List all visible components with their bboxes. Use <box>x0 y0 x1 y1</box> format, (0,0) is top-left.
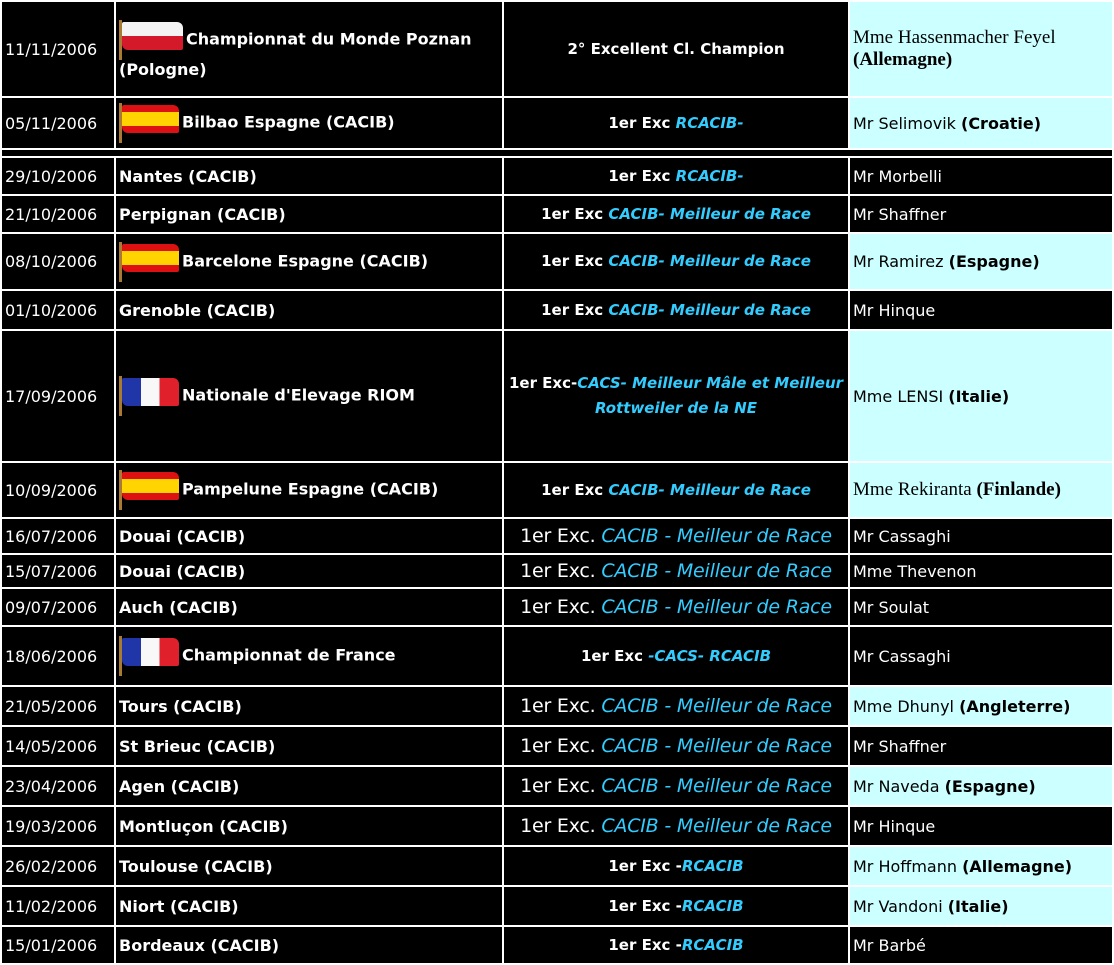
show-name: Grenoble (CACIB) <box>119 300 276 320</box>
table-row <box>1 846 1113 886</box>
show-name: Nationale d'Elevage RIOM <box>182 385 415 405</box>
result-cell <box>503 806 849 846</box>
show-cell <box>115 290 503 330</box>
show-cell <box>115 554 503 588</box>
show-date: 29/10/2006 <box>5 166 98 186</box>
show-name: Agen (CACIB) <box>119 776 240 796</box>
show-cell <box>115 926 503 964</box>
judge-cell <box>849 462 1113 518</box>
result-award: RCACIB <box>681 856 744 875</box>
show-date: 10/09/2006 <box>5 480 98 500</box>
table-row <box>1 554 1113 588</box>
result-rank: 1er Exc. <box>520 774 602 797</box>
judge-name: Mme Hassenmacher Feyel <box>853 27 1056 48</box>
judge-cell <box>849 330 1113 462</box>
judge-name: Mr Vandoni <box>853 896 948 916</box>
show-name: Auch (CACIB) <box>119 597 238 617</box>
judge-name: Mr Ramirez <box>853 252 949 271</box>
show-date: 05/11/2006 <box>5 113 98 133</box>
date-cell <box>1 195 115 233</box>
result-award: CACIB - Meilleur de Race <box>601 774 832 797</box>
show-date: 14/05/2006 <box>5 736 98 756</box>
date-cell <box>1 766 115 806</box>
show-cell <box>115 766 503 806</box>
show-name: Niort (CACIB) <box>119 896 239 916</box>
result-rank: 1er Exc <box>541 480 609 499</box>
judge-cell <box>849 518 1113 554</box>
date-cell <box>1 846 115 886</box>
judge-cell <box>849 766 1113 806</box>
france-flag-icon <box>119 376 179 416</box>
result-cell <box>503 157 849 195</box>
france-flag-icon <box>119 636 179 676</box>
result-cell <box>503 626 849 686</box>
result-award: -CACS- RCACIB <box>648 646 772 665</box>
judge-country: (Espagne) <box>944 776 1036 796</box>
spain-flag-icon <box>119 470 179 510</box>
table-row <box>1 726 1113 766</box>
result-cell <box>503 886 849 926</box>
result-rank: 1er Exc. <box>520 814 602 837</box>
result-rank: 1er Exc <box>541 252 609 270</box>
result-cell <box>503 195 849 233</box>
table-row <box>1 518 1113 554</box>
result-rank: 1er Exc - <box>608 896 682 915</box>
show-date: 23/04/2006 <box>5 776 98 796</box>
judge-name: Mr Shaffner <box>853 736 947 756</box>
result-cell <box>503 926 849 964</box>
show-date: 09/07/2006 <box>5 597 98 617</box>
show-cell <box>115 518 503 554</box>
judge-cell <box>849 157 1113 195</box>
date-cell <box>1 330 115 462</box>
date-cell <box>1 626 115 686</box>
result-award: CACIB - Meilleur de Race <box>601 694 832 717</box>
result-award: CACIB - Meilleur de Race <box>601 559 832 582</box>
date-cell <box>1 886 115 926</box>
result-award: RCACIB <box>681 896 744 915</box>
result-award: CACIB- Meilleur de Race <box>608 204 811 223</box>
show-cell <box>115 1 503 97</box>
judge-cell <box>849 97 1113 149</box>
judge-cell <box>849 726 1113 766</box>
judge-name: Mr Hinque <box>853 816 936 836</box>
date-cell <box>1 726 115 766</box>
date-cell <box>1 1 115 97</box>
result-cell <box>503 686 849 726</box>
judge-cell <box>849 195 1113 233</box>
result-rank: 1er Exc. <box>520 595 602 618</box>
judge-name: Mr Hinque <box>853 300 936 320</box>
result-cell <box>503 1 849 97</box>
table-row <box>1 97 1113 149</box>
show-date: 01/10/2006 <box>5 300 98 320</box>
result-rank: 1er Exc <box>608 113 676 132</box>
table-row <box>1 886 1113 926</box>
table-row <box>1 462 1113 518</box>
date-cell <box>1 926 115 964</box>
judge-name: Mr Cassaghi <box>853 646 951 666</box>
result-rank: 1er Exc <box>541 204 609 223</box>
judge-country: (Allemagne) <box>853 49 953 70</box>
show-name: Douai (CACIB) <box>119 526 246 546</box>
judge-cell <box>849 886 1113 926</box>
result-award: CACS- Meilleur Mâle et Meilleur Rottweiler de la NE <box>577 374 844 417</box>
judge-country: (Croatie) <box>961 113 1042 133</box>
table-row <box>1 195 1113 233</box>
judge-country: (Italie) <box>947 896 1009 916</box>
judge-country: (Espagne) <box>948 252 1040 271</box>
judge-name: Mr Morbelli <box>853 166 942 186</box>
result-rank: 1er Exc <box>541 300 609 319</box>
result-cell <box>503 330 849 462</box>
show-date: 21/05/2006 <box>5 696 98 716</box>
result-award: CACIB - Meilleur de Race <box>601 595 832 618</box>
result-cell <box>503 290 849 330</box>
result-award: RCACIB <box>681 935 744 954</box>
judge-cell <box>849 588 1113 626</box>
show-name: Championnat de France <box>182 645 396 665</box>
judge-name: Mr Hoffmann <box>853 856 963 876</box>
date-cell <box>1 97 115 149</box>
judge-cell <box>849 290 1113 330</box>
judge-name: Mr Shaffner <box>853 204 947 224</box>
show-name: Douai (CACIB) <box>119 561 246 581</box>
show-name: Bordeaux (CACIB) <box>119 935 280 955</box>
result-rank: 1er Exc <box>580 646 649 665</box>
date-cell <box>1 554 115 588</box>
show-date: 19/03/2006 <box>5 816 98 836</box>
judge-country: (Allemagne) <box>962 856 1073 876</box>
result-award: CACIB- Meilleur de Race <box>608 300 811 319</box>
date-cell <box>1 157 115 195</box>
result-rank: 1er Exc. <box>520 559 602 582</box>
judge-country: (Angleterre) <box>959 696 1071 716</box>
show-date: 08/10/2006 <box>5 252 98 271</box>
show-cell <box>115 330 503 462</box>
judge-name: Mme Rekiranta <box>853 479 977 500</box>
show-date: 16/07/2006 <box>5 526 98 546</box>
show-name: Tours (CACIB) <box>119 696 242 716</box>
table-row <box>1 686 1113 726</box>
result-award: RCACIB- <box>675 113 744 132</box>
show-name: Pampelune Espagne (CACIB) <box>182 479 439 499</box>
result-award: CACIB - Meilleur de Race <box>601 524 832 547</box>
judge-name: Mme Thevenon <box>853 561 977 581</box>
show-name: Nantes (CACIB) <box>119 166 257 186</box>
show-date: 11/02/2006 <box>5 896 98 916</box>
result-cell <box>503 726 849 766</box>
judge-cell <box>849 1 1113 97</box>
judge-name: Mr Cassaghi <box>853 526 951 546</box>
judge-country: (Italie) <box>948 386 1010 406</box>
judge-cell <box>849 846 1113 886</box>
table-row <box>1 157 1113 195</box>
result-rank: 1er Exc - <box>608 935 682 954</box>
date-cell <box>1 233 115 290</box>
result-award: CACIB - Meilleur de Race <box>601 814 832 837</box>
table-row <box>1 806 1113 846</box>
show-name: Montluçon (CACIB) <box>119 816 288 836</box>
date-cell <box>1 462 115 518</box>
show-date: 15/01/2006 <box>5 935 98 955</box>
date-cell <box>1 686 115 726</box>
show-date: 11/11/2006 <box>5 39 98 59</box>
judge-name: Mme LENSI <box>853 386 949 406</box>
show-cell <box>115 846 503 886</box>
show-cell <box>115 157 503 195</box>
show-cell <box>115 686 503 726</box>
show-date: 17/09/2006 <box>5 386 98 406</box>
show-date: 18/06/2006 <box>5 646 98 666</box>
result-award: CACIB- Meilleur de Race <box>608 252 811 270</box>
show-cell <box>115 195 503 233</box>
judge-cell <box>849 233 1113 290</box>
show-name: Bilbao Espagne (CACIB) <box>182 112 395 132</box>
table-row <box>1 290 1113 330</box>
result-cell <box>503 518 849 554</box>
result-cell <box>503 588 849 626</box>
result-rank: 2° Excellent Cl. Champion <box>567 39 785 58</box>
table-row <box>1 1 1113 97</box>
table-row <box>1 766 1113 806</box>
judge-name: Mr Soulat <box>853 597 930 617</box>
result-rank: 1er Exc- <box>508 374 578 392</box>
result-cell <box>503 462 849 518</box>
show-cell <box>115 588 503 626</box>
result-award: RCACIB- <box>675 166 744 185</box>
judge-cell <box>849 806 1113 846</box>
poland-flag-icon <box>119 20 183 60</box>
show-cell <box>115 626 503 686</box>
result-rank: 1er Exc. <box>520 734 602 757</box>
date-cell <box>1 588 115 626</box>
result-award: CACIB- Meilleur de Race <box>608 480 811 499</box>
show-cell <box>115 806 503 846</box>
show-name: Championnat du Monde Poznan (Pologne) <box>119 29 472 79</box>
table-row <box>1 588 1113 626</box>
show-cell <box>115 462 503 518</box>
date-cell <box>1 518 115 554</box>
judge-country: (Finlande) <box>976 479 1061 500</box>
show-date: 15/07/2006 <box>5 561 98 581</box>
date-cell <box>1 290 115 330</box>
result-rank: 1er Exc - <box>608 856 682 875</box>
table-row <box>1 330 1113 462</box>
judge-name: Mme Dhunyl <box>853 696 960 716</box>
result-cell <box>503 554 849 588</box>
show-name: Barcelone Espagne (CACIB) <box>182 251 429 270</box>
spain-flag-icon <box>119 242 179 282</box>
result-rank: 1er Exc. <box>520 694 602 717</box>
judge-cell <box>849 926 1113 964</box>
show-date: 21/10/2006 <box>5 204 98 224</box>
date-cell <box>1 806 115 846</box>
judge-name: Mr Selimovik <box>853 113 961 133</box>
table-row <box>1 926 1113 964</box>
result-cell <box>503 766 849 806</box>
separator-cell <box>1 149 1113 157</box>
result-rank: 1er Exc <box>608 166 676 185</box>
table-row <box>1 626 1113 686</box>
show-name: Toulouse (CACIB) <box>119 856 273 876</box>
judge-name: Mr Naveda <box>853 776 945 796</box>
show-cell <box>115 97 503 149</box>
judge-cell <box>849 554 1113 588</box>
show-cell <box>115 886 503 926</box>
row-separator <box>1 149 1113 157</box>
judge-cell <box>849 626 1113 686</box>
judge-cell <box>849 686 1113 726</box>
show-cell <box>115 233 503 290</box>
result-cell <box>503 233 849 290</box>
table-row <box>1 233 1113 290</box>
show-name: Perpignan (CACIB) <box>119 204 286 224</box>
show-name: St Brieuc (CACIB) <box>119 736 276 756</box>
result-award: CACIB - Meilleur de Race <box>601 734 832 757</box>
result-cell <box>503 97 849 149</box>
show-cell <box>115 726 503 766</box>
show-date: 26/02/2006 <box>5 856 98 876</box>
result-rank: 1er Exc. <box>520 524 602 547</box>
result-cell <box>503 846 849 886</box>
spain-flag-icon <box>119 103 179 143</box>
judge-name: Mr Barbé <box>853 935 926 955</box>
